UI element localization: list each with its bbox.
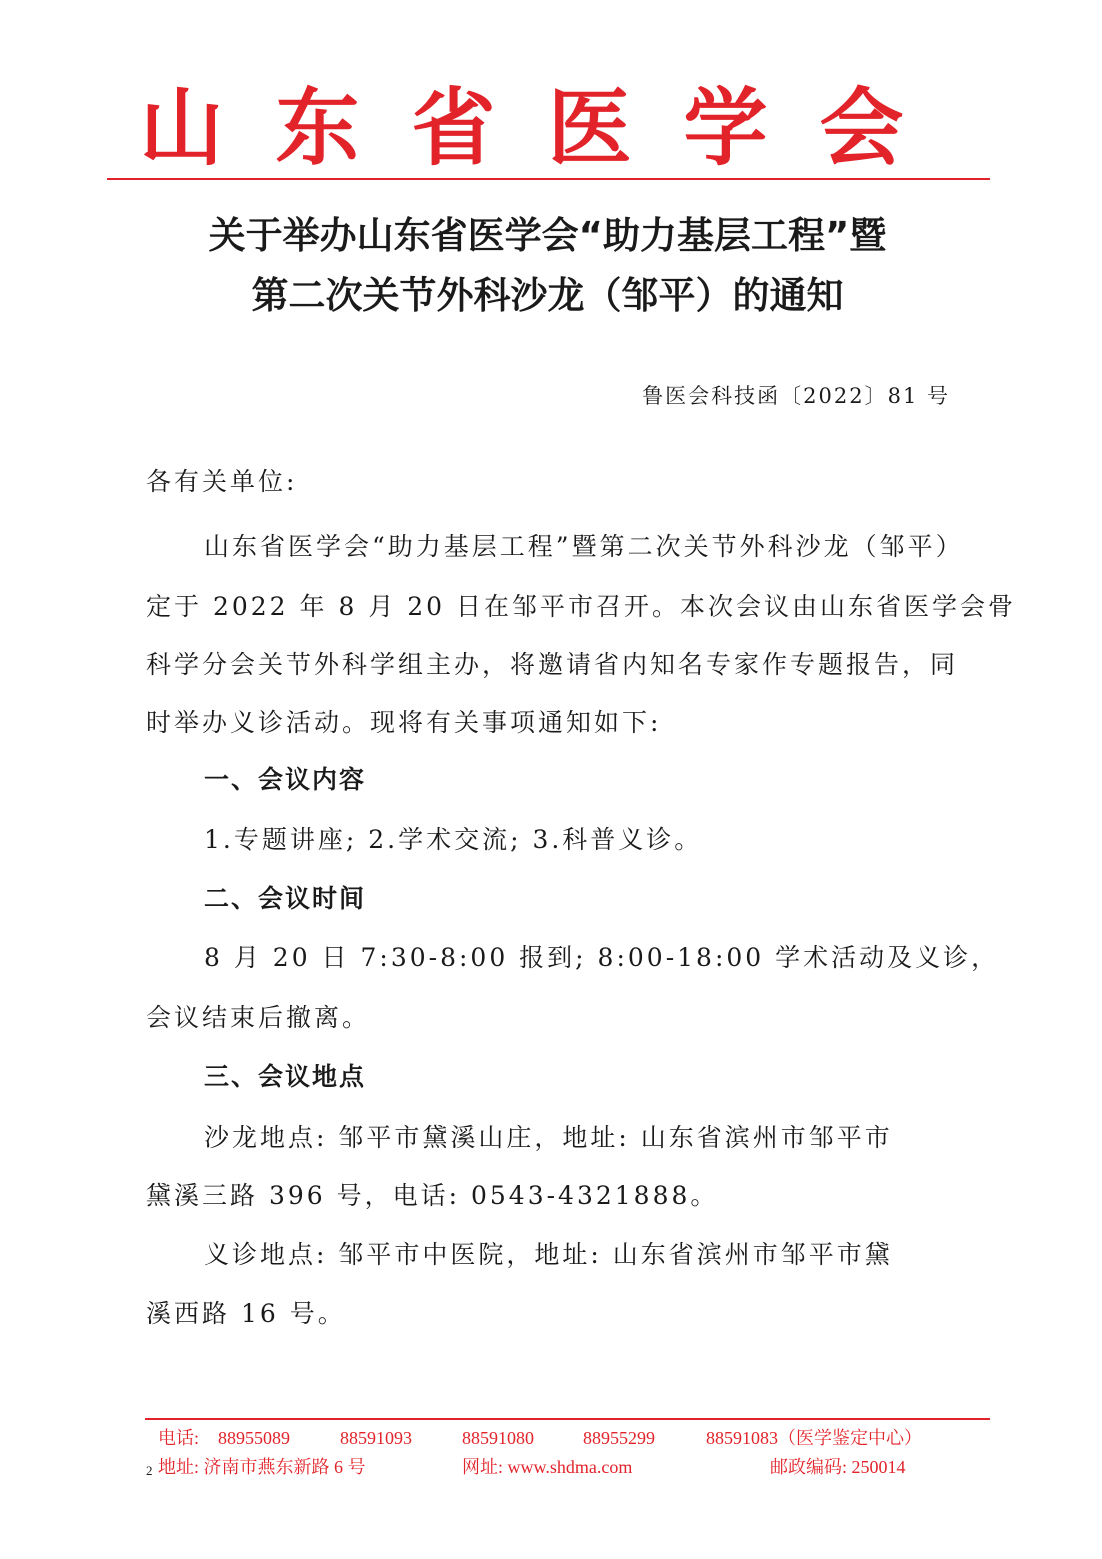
intro-line: 山东省医学会“助力基层工程”暨第二次关节外科沙龙（邹平） xyxy=(204,532,964,561)
footer-phone-label: 电话: xyxy=(158,1428,200,1448)
time-line: 会议结束后撤离。 xyxy=(146,1003,371,1032)
footer-address: 地址: 济南市燕东新路 6 号 xyxy=(158,1457,366,1477)
letterhead-org-name: 山东省医学会 xyxy=(139,78,956,177)
intro-line: 科学分会关节外科学组主办，将邀请省内知名专家作专题报告，同 xyxy=(146,650,959,679)
footer-phone: 88591093 xyxy=(340,1428,412,1448)
section-content-text: 1.专题讲座; 2.学术交流; 3.科普义诊。 xyxy=(204,825,703,854)
intro-line: 定于 2022 年 8 月 20 日在邹平市召开。本次会议由山东省医学会骨 xyxy=(146,592,1017,621)
clinic-location-line: 义诊地点: 邹平市中医院，地址: 山东省滨州市邹平市黛 xyxy=(204,1240,893,1269)
notice-title-line1: 关于举办山东省医学会“助力基层工程”暨 xyxy=(208,214,887,257)
footer-phone: 88591080 xyxy=(462,1428,534,1448)
salutation: 各有关单位: xyxy=(146,467,298,496)
document-number: 鲁医会科技函〔2022〕81 号 xyxy=(642,384,950,408)
letterhead-red-rule xyxy=(107,178,990,180)
footer-website: 网址: www.shdma.com xyxy=(462,1457,633,1477)
section-heading-time: 二、会议时间 xyxy=(204,884,367,913)
salon-location-line: 沙龙地点: 邹平市黛溪山庄，地址: 山东省滨州市邹平市 xyxy=(204,1123,893,1152)
footer-phone: 88955299 xyxy=(583,1428,655,1448)
salon-location-line: 黛溪三路 396 号，电话: 0543-4321888。 xyxy=(146,1181,719,1210)
intro-line: 时举办义诊活动。现将有关事项通知如下: xyxy=(146,708,662,737)
time-line: 8 月 20 日 7:30-8:00 报到; 8:00-18:00 学术活动及义诊， xyxy=(204,943,1000,972)
section-heading-location: 三、会议地点 xyxy=(204,1062,367,1091)
footer-phone: 88955089 xyxy=(218,1428,290,1448)
footer-red-rule xyxy=(145,1418,990,1420)
section-heading-content: 一、会议内容 xyxy=(204,765,367,794)
page-number: 2 xyxy=(146,1463,153,1478)
clinic-location-line: 溪西路 16 号。 xyxy=(146,1299,346,1328)
footer-postcode: 邮政编码: 250014 xyxy=(770,1457,906,1477)
notice-title-line2: 第二次关节外科沙龙（邹平）的通知 xyxy=(251,274,844,317)
footer-phone: 88591083（医学鉴定中心） xyxy=(706,1428,922,1448)
